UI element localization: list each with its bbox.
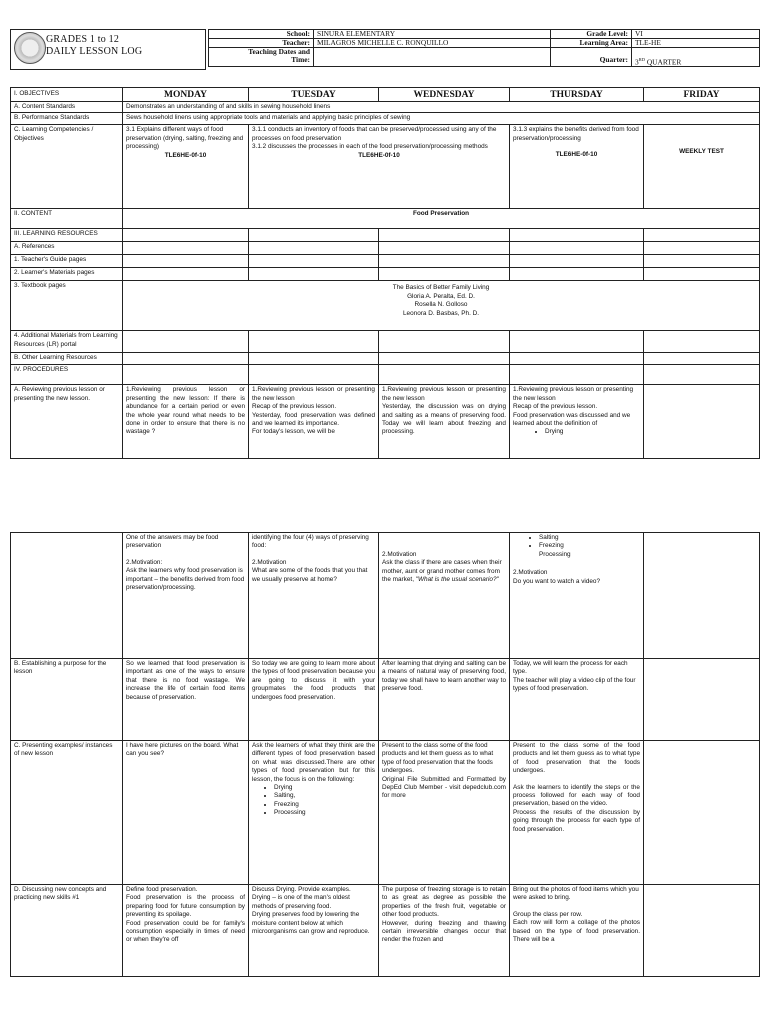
proc-d-tuesday-2: Drying – is one of the man's oldest methods of preserving food. <box>252 894 350 910</box>
proc-a-tuesday <box>249 385 379 459</box>
empty-cell <box>510 229 644 242</box>
proc-d-friday <box>644 885 760 977</box>
proc-c-friday <box>644 741 760 885</box>
deped-seal-icon <box>14 32 46 64</box>
other-resources-label: B. Other Learning Resources <box>11 353 123 365</box>
p2-thursday-2: 2.Motivation <box>513 569 548 577</box>
p2-monday <box>123 533 249 659</box>
dates-value <box>314 48 551 67</box>
proc-a-tuesday-1: 1.Reviewing previous lesson or presenting the new lesson <box>252 386 375 402</box>
quarter-suffix: RD <box>638 57 645 62</box>
proc-a-monday: 1.Reviewing previous lesson or presenting the new lesson: If there is abundance for a certain period or even the whole year round what needs to be done in order to ensure that there is no wastage ? <box>123 385 249 459</box>
empty-cell <box>379 268 510 281</box>
competency-monday-text: 3.1 Explains different ways of food preservation (drying, salting, freezing and processing) <box>126 126 244 151</box>
p2-wednesday-quote: "What is the usual scenario?" <box>415 576 499 584</box>
proc-c-tuesday-bullet-freezing: • Freezing <box>274 801 375 809</box>
proc-b-tuesday: So today we are going to learn more about the types of food preservation because you are going to discuss it with your groupmates the food products that undergoes food preservation. <box>249 659 379 741</box>
empty-cell <box>379 353 510 365</box>
p2-tuesday <box>249 533 379 659</box>
p2-monday-1: One of the answers may be food preservation <box>126 534 219 550</box>
empty-cell <box>249 255 379 268</box>
textbook-author3: Leonora D. Basbas, Ph. D. <box>402 309 480 317</box>
proc-a-thursday-1: 1.Reviewing previous lesson or presenting the new lesson <box>513 386 634 402</box>
proc-a-wednesday-1: 1.Reviewing previous lesson or presenting the new lesson <box>382 386 506 402</box>
resources-label: III. LEARNING RESOURCES <box>11 229 123 242</box>
proc-d-monday-1: Define food preservation. <box>126 886 198 893</box>
proc-a-tuesday-2: Recap of the previous lesson. <box>252 403 337 411</box>
competency-thursday <box>510 125 644 209</box>
p2-wednesday-2 <box>382 559 506 584</box>
proc-d-monday-3: Food preservation could be for family's consumption especially in times of need or when they're off <box>126 919 245 944</box>
proc-d-label: D. Discussing new concepts and practicing new skills #1 <box>11 885 123 977</box>
day-monday: MONDAY <box>123 88 249 102</box>
competency-tue-wed-code: TLE6HE-0f-10 <box>358 151 400 159</box>
textbook-author2: Rosella N. Golloso <box>414 301 468 309</box>
lesson-log-table-page2 <box>10 532 760 977</box>
proc-c-tuesday-bullet-drying: • Drying <box>274 784 375 792</box>
dates-label-line1: Teaching Dates and <box>248 47 310 56</box>
proc-c-monday: I have here pictures on the board. What can you see? <box>123 741 249 885</box>
form-title-line2: DAILY LESSON LOG <box>46 46 143 57</box>
p2-wednesday-2-text: Ask the class if there are cases when their mother, aunt or grand mother comes from the market, <box>382 559 502 584</box>
blank-cell <box>632 48 760 57</box>
proc-c-tuesday-bullet-processing: • Processing <box>274 809 375 817</box>
proc-c-tuesday-text: Ask the learners of what they think are the different types of food preservation based on what was discussed.There are other types of food preservation but for this lesson, the focus is on the following: <box>252 742 375 783</box>
empty-cell <box>379 242 510 255</box>
empty-cell <box>249 229 379 242</box>
proc-d-tuesday-1: Discuss Drying. Provide examples. <box>252 886 351 893</box>
proc-c-tuesday <box>249 741 379 885</box>
proc-d-monday-2: Food preservation is the process of preparing food for future consumption by preventing its spoilage. <box>126 894 245 919</box>
empty-cell <box>510 353 644 365</box>
proc-b-wednesday: After learning that drying and salting can be a means of natural way of preserving food, today we shall have to learn another way to preserve food. <box>379 659 510 741</box>
proc-d-wednesday-1: The purpose of freezing storage is to retain to as great as degree as possible the properties of the fresh fruit, vegetable or other food products. <box>382 886 506 919</box>
p2-tuesday-3: What are some of the foods that you that we usually preserve at home? <box>252 567 368 583</box>
header-info-table <box>208 29 760 67</box>
tg-pages-label: 1. Teacher's Guide pages <box>11 255 123 268</box>
empty-cell <box>644 353 760 365</box>
empty-cell <box>249 353 379 365</box>
proc-c-wednesday-1: Present to the class some of the food products and let them guess as to what type of food preservation that the foods undergoes. <box>382 742 494 775</box>
form-title-line1: GRADES 1 to 12 <box>46 34 120 45</box>
lesson-log-table-page1 <box>10 87 760 459</box>
empty-cell <box>123 331 249 353</box>
proc-a-wednesday <box>379 385 510 459</box>
empty-cell <box>644 268 760 281</box>
proc-d-thursday <box>510 885 644 977</box>
proc-c-thursday <box>510 741 644 885</box>
empty-cell <box>379 229 510 242</box>
performance-standards-label: B. Performance Standards <box>11 113 123 125</box>
empty-cell <box>510 331 644 353</box>
empty-cell <box>123 268 249 281</box>
textbook-title: The Basics of Better Family Living <box>392 284 490 292</box>
empty-cell <box>123 255 249 268</box>
proc-a-label: A. Reviewing previous lesson or presenting the new lesson. <box>11 385 123 459</box>
proc-b-thursday-1: Today, we will learn the process for each type. <box>513 660 628 676</box>
proc-b-label: B. Establishing a purpose for the lesson <box>11 659 123 741</box>
proc-c-thursday-1: Present to the class some of the food products and let them guess as to what type of food preservation that the foods undergoes. <box>513 742 640 775</box>
grade-value: VI <box>632 30 760 39</box>
textbook-author1: Gloria A. Peralta, Ed. D. <box>407 292 475 300</box>
proc-d-wednesday <box>379 885 510 977</box>
proc-c-thursday-3: Process the results of the discussion by going through the process for each type of food preservation. <box>513 808 640 833</box>
empty-cell <box>123 353 249 365</box>
empty-cell <box>11 533 123 659</box>
proc-a-thursday-2: Recap of the previous lesson. <box>513 403 598 411</box>
empty-cell <box>379 365 510 385</box>
proc-d-wednesday-2: However, during freezing and thawing certain irreversible changes occur that render the frozen and <box>382 919 506 944</box>
dates-label-line2: Time: <box>291 55 310 64</box>
proc-b-monday: So we learned that food preservation is important as one of the ways to ensure that there is no food wastage. We increase the life of certain food items because of preservation. <box>123 659 249 741</box>
competency-thursday-text: 3.1.3 explains the benefits derived from food preservation/processing <box>513 126 639 142</box>
empty-cell <box>123 229 249 242</box>
proc-a-thursday-3: Food preservation was discussed and we learned about the definition of <box>513 411 631 428</box>
proc-a-wednesday-2: Yesterday, the discussion was on drying and salting as a means of preserving food. Today we will learn about freezing and processing. <box>382 403 506 436</box>
empty-cell <box>510 255 644 268</box>
competency-monday <box>123 125 249 209</box>
competency-tue-wed <box>249 125 510 209</box>
proc-a-thursday <box>510 385 644 459</box>
dates-label <box>209 48 314 67</box>
competency-tue-wed-line2: 3.1.2 discusses the processes in each of the food preservation/processing methods <box>252 143 488 151</box>
p2-thursday <box>510 533 644 659</box>
p2-thursday-3: Do you want to watch a video? <box>513 577 601 585</box>
content-standards-value: Demonstrates an understanding of and skills in sewing household linens <box>123 102 760 113</box>
competencies-label: C. Learning Competencies / Objectives <box>11 125 123 209</box>
textbook-pages-label: 3. Textbook pages <box>11 281 123 331</box>
quarter-label: Quarter: <box>551 56 632 67</box>
teacher-value: MILAGROS MICHELLE C. RONQUILLO <box>314 39 551 48</box>
competency-friday: WEEKLY TEST <box>644 125 760 209</box>
content-standards-label: A. Content Standards <box>11 102 123 113</box>
empty-cell <box>249 268 379 281</box>
textbook-value <box>123 281 760 331</box>
p2-thursday-bullet-salting: • Salting <box>539 534 640 542</box>
proc-a-tuesday-4: For today's lesson, we will be <box>252 428 335 436</box>
empty-cell <box>249 365 379 385</box>
quarter-word: QUARTER <box>644 57 682 67</box>
p2-tuesday-2: 2.Motivation <box>252 558 287 566</box>
proc-a-thursday-bullet: • Drying <box>545 428 640 436</box>
proc-c-tuesday-bullet-salting: • Salting, <box>274 792 375 800</box>
competency-monday-code: TLE6HE-0f-10 <box>164 151 207 159</box>
blank-cell <box>551 48 632 57</box>
p2-monday-2: 2.Motivation: <box>126 558 163 566</box>
proc-a-friday <box>644 385 760 459</box>
empty-cell <box>644 242 760 255</box>
proc-c-label: C. Presenting examples/ instances of new lesson <box>11 741 123 885</box>
quarter-number: 3 <box>635 57 639 67</box>
content-label: II. CONTENT <box>11 209 123 229</box>
proc-c-thursday-2: Ask the learners to identify the steps or the process followed for each way of food preservation, based on the video. <box>513 783 640 808</box>
content-value: Food Preservation <box>123 209 760 229</box>
teacher-label: Teacher: <box>209 39 314 48</box>
empty-cell <box>249 331 379 353</box>
p2-wednesday-1: 2.Motivation <box>382 551 417 558</box>
day-wednesday: WEDNESDAY <box>379 88 510 102</box>
lm-pages-label: 2. Learner's Materials pages <box>11 268 123 281</box>
day-friday: FRIDAY <box>644 88 760 102</box>
p2-monday-3: Ask the learners why food preservation is important – the benefits derived from food preservation/processing. <box>126 567 245 592</box>
empty-cell <box>123 242 249 255</box>
empty-cell <box>379 331 510 353</box>
day-tuesday: TUESDAY <box>249 88 379 102</box>
empty-cell <box>644 331 760 353</box>
proc-b-friday <box>644 659 760 741</box>
empty-cell <box>249 242 379 255</box>
empty-cell <box>510 242 644 255</box>
proc-b-thursday-2: The teacher will play a video clip of the four types of food preservation. <box>513 676 636 693</box>
empty-cell <box>644 229 760 242</box>
proc-d-tuesday <box>249 885 379 977</box>
empty-cell <box>510 268 644 281</box>
p2-tuesday-1: identifying the four (4) ways of preserving food: <box>252 534 369 550</box>
competency-tue-wed-line1: 3.1.1 conducts an inventory of foods that can be preserved/processed using any of the processes on food preservation <box>252 126 497 142</box>
quarter-value <box>632 56 760 67</box>
references-label: A. References <box>11 242 123 255</box>
performance-standards-value: Sews household linens using appropriate tools and materials and applying basic principles of sewing <box>123 113 760 125</box>
school-label: School: <box>209 30 314 39</box>
empty-cell <box>510 365 644 385</box>
objectives-heading: I. OBJECTIVES <box>11 88 123 102</box>
competency-thursday-code: TLE6HE-0f-10 <box>555 151 598 159</box>
school-value: SINURA ELEMENTARY <box>314 30 551 39</box>
area-label: Learning Area: <box>551 39 632 48</box>
additional-materials-label: 4. Additional Materials from Learning Resources (LR) portal <box>11 331 123 353</box>
proc-c-wednesday <box>379 741 510 885</box>
area-value: TLE-HE <box>632 39 760 48</box>
proc-d-thursday-2: Group the class per row. <box>513 910 583 918</box>
p2-wednesday <box>379 533 510 659</box>
procedures-label: IV. PROCEDURES <box>11 365 123 385</box>
empty-cell <box>644 255 760 268</box>
proc-d-monday <box>123 885 249 977</box>
proc-d-tuesday-3: Drying preserves food by lowering the moisture content below at which microorganisms can grow and reproduce. <box>252 911 370 936</box>
proc-d-thursday-1: Bring out the photos of food items which you were asked to bring. <box>513 886 639 902</box>
proc-d-thursday-3: Each row will form a collage of the photos based on the type of food preservation. There will be a <box>513 919 640 944</box>
empty-cell <box>123 365 249 385</box>
proc-a-tuesday-3: Yesterday, food preservation was defined and we learned its importance. <box>252 411 375 428</box>
empty-cell <box>379 255 510 268</box>
p2-thursday-bullet-freezing: • Freezing <box>539 542 640 550</box>
proc-c-wednesday-2: Original File Submitted and Formatted by DepEd Club Member - visit depedclub.com for more <box>382 775 506 800</box>
p2-thursday-processing: Processing <box>539 550 571 558</box>
proc-b-thursday <box>510 659 644 741</box>
grade-label: Grade Level: <box>551 30 632 39</box>
empty-cell <box>644 365 760 385</box>
p2-friday <box>644 533 760 659</box>
day-thursday: THURSDAY <box>510 88 644 102</box>
